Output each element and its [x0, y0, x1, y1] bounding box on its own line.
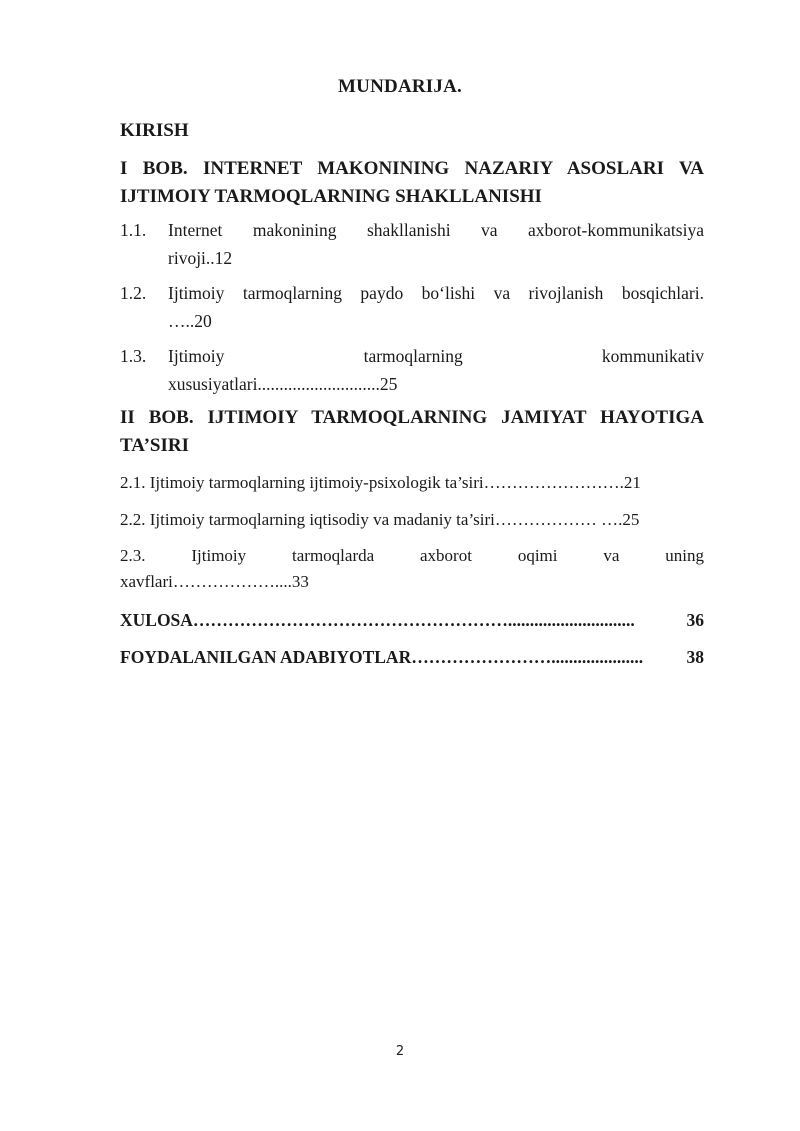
toc-item-page: …..20 — [168, 311, 212, 331]
page-number: 2 — [395, 1044, 405, 1059]
toc-item-2-1 — [120, 470, 704, 496]
toc-item-text: 2.1. Ijtimoiy tarmoqlarning ijtimoiy-psixologik ta’siri…………………….21 — [120, 473, 641, 492]
toc-item-number: 1.3. — [120, 346, 147, 366]
toc-item-text: Ijtimoiy tarmoqlarning paydo bo‘lishi va rivojlanish bosqichlari. — [168, 283, 704, 303]
toc-item-text: 2.3. Ijtimoiy tarmoqlarda axborot oqimi va uning — [120, 546, 704, 565]
toc-item-2-2 — [120, 507, 704, 533]
toc-conclusion-page: 36 — [685, 607, 705, 633]
document-title: MUNDARIJA. — [338, 76, 462, 97]
toc-item-number: 1.1. — [120, 220, 147, 240]
toc-item-text: Ijtimoiy tarmoqlarning kommunikativ — [168, 346, 704, 366]
toc-item-number: 1.2. — [120, 283, 147, 303]
toc-item-text: 2.2. Ijtimoiy tarmoqlarning iqtisodiy va madaniy ta’siri……………… ….25 — [120, 510, 640, 529]
toc-conclusion — [120, 607, 704, 633]
chapter1-heading-line1: I BOB. INTERNET MAKONINING NAZARIY ASOSLARI VA — [120, 158, 704, 179]
intro-heading: KIRISH — [120, 120, 189, 141]
toc-references-label: FOYDALANILGAN ADABIYOTLAR……………………..................... — [120, 647, 644, 667]
toc-item-1-1 — [120, 216, 704, 272]
toc-item-1-2 — [120, 279, 704, 335]
toc-item-page: rivoji..12 — [168, 248, 233, 268]
chapter1-heading-line2: IJTIMOIY TARMOQLARNING SHAKLLANISHI — [120, 186, 542, 207]
toc-item-page: xavflari………………....33 — [120, 572, 309, 591]
toc-references — [120, 644, 704, 670]
chapter1-heading — [120, 155, 704, 211]
chapter2-heading-line2: TA’SIRI — [120, 435, 189, 456]
toc-references-page: 38 — [685, 644, 705, 670]
toc-item-page: xususiyatlari............................25 — [168, 374, 398, 394]
toc-item-1-3 — [120, 342, 704, 398]
toc-conclusion-label: XULOSA………………………………………………............................. — [120, 610, 635, 630]
toc-item-text: Internet makonining shakllanishi va axborot-kommunikatsiya — [168, 220, 704, 240]
chapter2-heading — [120, 404, 704, 460]
toc-item-2-3 — [120, 543, 704, 595]
chapter2-heading-line1: II BOB. IJTIMOIY TARMOQLARNING JAMIYAT HAYOTIGA — [120, 407, 704, 428]
